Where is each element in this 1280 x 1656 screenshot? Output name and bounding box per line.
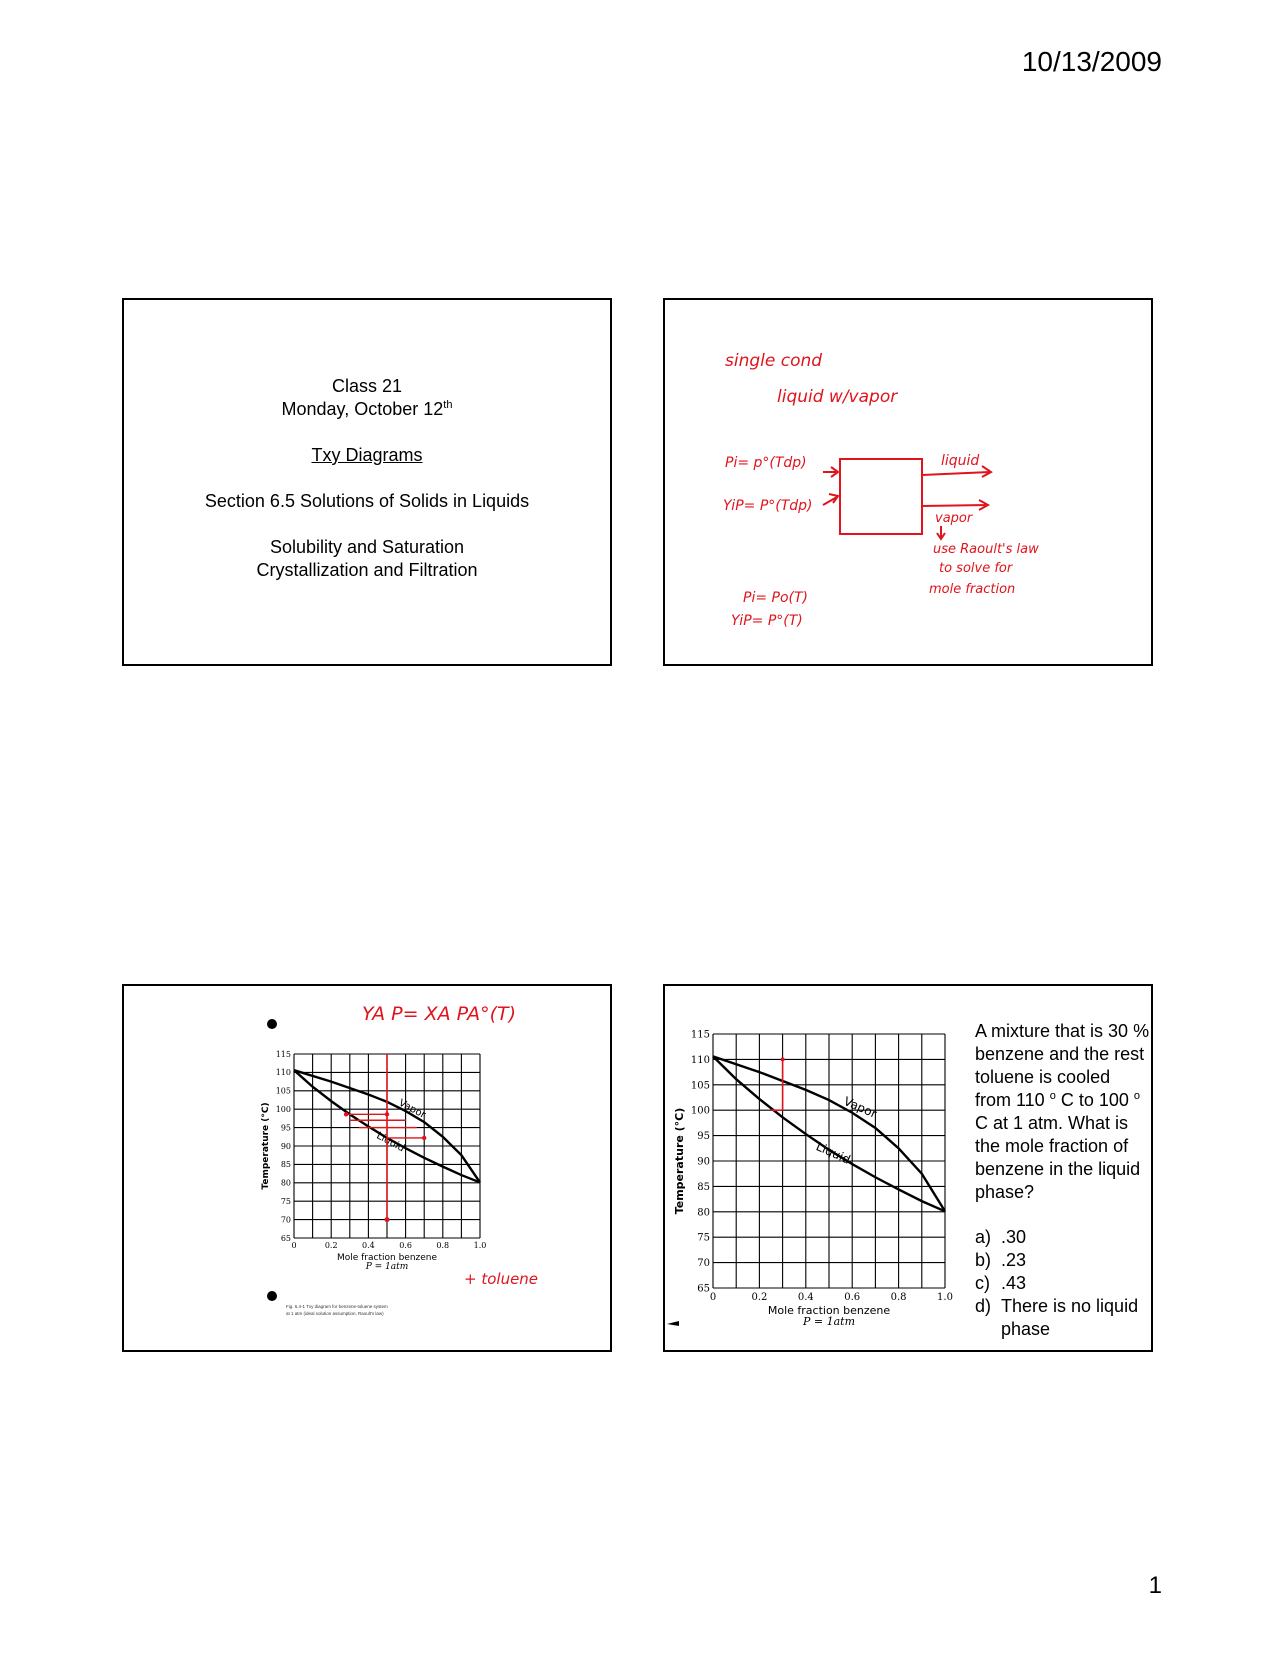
slide-4-question bbox=[663, 984, 1153, 1352]
y-tick-label: 85 bbox=[280, 1160, 291, 1170]
x-tick-label: 0.4 bbox=[362, 1241, 375, 1250]
y-tick-label: 100 bbox=[690, 1105, 710, 1117]
y-tick-label: 70 bbox=[697, 1258, 710, 1270]
y-tick-label: 95 bbox=[280, 1123, 291, 1133]
x-tick-label: 0.8 bbox=[890, 1292, 907, 1303]
eq-yip-tdp: YiP= P°(Tdp) bbox=[723, 498, 813, 514]
page-date: 10/13/2009 bbox=[1021, 46, 1162, 77]
y-tick-label: 90 bbox=[697, 1156, 710, 1168]
option-d[interactable]: d) There is no liquid phase bbox=[975, 1296, 1139, 1339]
y-tick-label: 115 bbox=[690, 1029, 710, 1041]
pressure-label: P = 1atm bbox=[365, 1262, 409, 1272]
bullet-2 bbox=[267, 1291, 277, 1301]
red-start-point bbox=[781, 1057, 785, 1061]
chart2-red-annotations bbox=[771, 1057, 785, 1110]
class-date: Monday, October 12th bbox=[281, 399, 453, 419]
x-tick-label: 1.0 bbox=[473, 1241, 487, 1250]
slide-1-text bbox=[124, 375, 610, 582]
x-tick-label: 0.6 bbox=[844, 1292, 861, 1303]
notes-canvas bbox=[665, 300, 1155, 668]
y-tick-label: 110 bbox=[275, 1068, 291, 1078]
y-tick-label: 105 bbox=[275, 1086, 291, 1096]
figure-caption-2: at 1 atm (ideal solution assumption, Raoult's law) bbox=[286, 1311, 384, 1316]
x-tick-label: 1.0 bbox=[937, 1292, 953, 1303]
slide-1-title bbox=[122, 298, 612, 666]
y-tick-label: 70 bbox=[280, 1215, 291, 1225]
chart1-marks-group bbox=[261, 1050, 486, 1272]
slide-2-handwritten-notes bbox=[663, 298, 1153, 666]
y-tick-label: 90 bbox=[280, 1141, 291, 1151]
eq-pi-tdp: Pi= p°(Tdp) bbox=[725, 455, 807, 471]
note-solve: to solve for bbox=[939, 561, 1013, 576]
out-liquid-label: liquid bbox=[941, 453, 980, 469]
y-axis-label: Temperature (°C) bbox=[261, 1102, 271, 1190]
figure-caption-1: Fig. 6.4-1 Txy diagram for benzene-toluene system bbox=[286, 1304, 388, 1309]
x-tick-label: 0.2 bbox=[751, 1292, 768, 1303]
eq-pi-t: Pi= Po(T) bbox=[743, 590, 808, 606]
arrow-down bbox=[937, 526, 945, 539]
x-axis-label: Mole fraction benzene bbox=[767, 1304, 891, 1317]
note-single-cond: single cond bbox=[725, 351, 823, 371]
arrow-in-2 bbox=[823, 494, 838, 505]
y-tick-label: 75 bbox=[697, 1232, 710, 1244]
y-tick-label: 110 bbox=[690, 1054, 710, 1066]
pressure-label: P = 1atm bbox=[802, 1315, 856, 1328]
liquid-region-label: Liquid bbox=[374, 1130, 407, 1155]
y-tick-label: 80 bbox=[697, 1207, 710, 1219]
section-line: Section 6.5 Solutions of Solids in Liquids bbox=[204, 491, 530, 511]
red-start-point bbox=[385, 1217, 390, 1222]
eq-yip-t: YiP= P°(T) bbox=[731, 613, 803, 629]
option-c[interactable]: c) .43 bbox=[975, 1273, 1027, 1293]
option-b[interactable]: b) .23 bbox=[975, 1250, 1027, 1270]
topic-line-1: Solubility and Saturation bbox=[269, 537, 465, 557]
x-tick-label: 0 bbox=[709, 1292, 717, 1303]
y-tick-label: 65 bbox=[697, 1283, 710, 1295]
red-point-2 bbox=[385, 1112, 389, 1116]
option-a[interactable]: a) .30 bbox=[975, 1227, 1027, 1247]
class-number: Class 21 bbox=[331, 376, 403, 396]
note-raoult: use Raoult's law bbox=[933, 542, 1039, 557]
y-tick-label: 75 bbox=[280, 1197, 291, 1206]
slide-title: Txy Diagrams bbox=[311, 445, 423, 465]
topic-line-2: Crystallization and Filtration bbox=[256, 560, 478, 580]
y-tick-label: 100 bbox=[275, 1105, 291, 1114]
arrow-in-1 bbox=[823, 467, 838, 477]
y-tick-label: 95 bbox=[697, 1131, 710, 1143]
y-tick-label: 65 bbox=[280, 1233, 291, 1243]
x-tick-label: 0.8 bbox=[436, 1241, 450, 1250]
x-axis-label: Mole fraction benzene bbox=[336, 1253, 438, 1263]
bullet-1 bbox=[267, 1019, 277, 1029]
y-tick-label: 115 bbox=[275, 1049, 291, 1059]
slide-3-txy-diagram bbox=[122, 984, 612, 1352]
x-tick-label: 0 bbox=[291, 1241, 297, 1250]
y-tick-label: 80 bbox=[280, 1178, 291, 1188]
x-tick-label: 0.6 bbox=[399, 1241, 412, 1250]
raoult-formula: YA P= XA PA°(T) bbox=[362, 1003, 517, 1025]
red-point-3 bbox=[422, 1136, 426, 1140]
out-vapor-label: vapor bbox=[935, 511, 973, 526]
x-tick-label: 0.2 bbox=[324, 1241, 338, 1250]
y-axis-label: Temperature (°C) bbox=[673, 1107, 686, 1215]
chart2-marks-group bbox=[673, 1030, 953, 1329]
y-tick-label: 85 bbox=[697, 1181, 710, 1193]
txy-chart-1 bbox=[124, 986, 614, 1354]
red-point-1 bbox=[344, 1112, 348, 1116]
arrow-out-vapor bbox=[922, 500, 988, 510]
process-box bbox=[840, 459, 922, 534]
vapor-region-label: Vapor bbox=[396, 1097, 428, 1121]
x-tick-label: 0.4 bbox=[797, 1292, 814, 1303]
page-number: 1 bbox=[1148, 1572, 1162, 1599]
liquid-region-label: Liquid bbox=[813, 1139, 853, 1167]
note-liquid-vapor: liquid w/vapor bbox=[777, 387, 898, 407]
y-tick-label: 105 bbox=[690, 1080, 710, 1092]
vapor-region-label: Vapor bbox=[841, 1094, 879, 1121]
toluene-note: + toluene bbox=[464, 1270, 539, 1288]
answer-options bbox=[975, 1226, 1155, 1341]
pointer-mark bbox=[667, 1321, 679, 1326]
note-mole-fraction: mole fraction bbox=[929, 582, 1016, 597]
question-text: A mixture that is 30 % benzene and the rest toluene is cooled from 110 $^o$ C to 100 $^o$ C at 1 atm. What is the mole fraction of benzene in the liquid phase? bbox=[975, 1021, 1150, 1202]
